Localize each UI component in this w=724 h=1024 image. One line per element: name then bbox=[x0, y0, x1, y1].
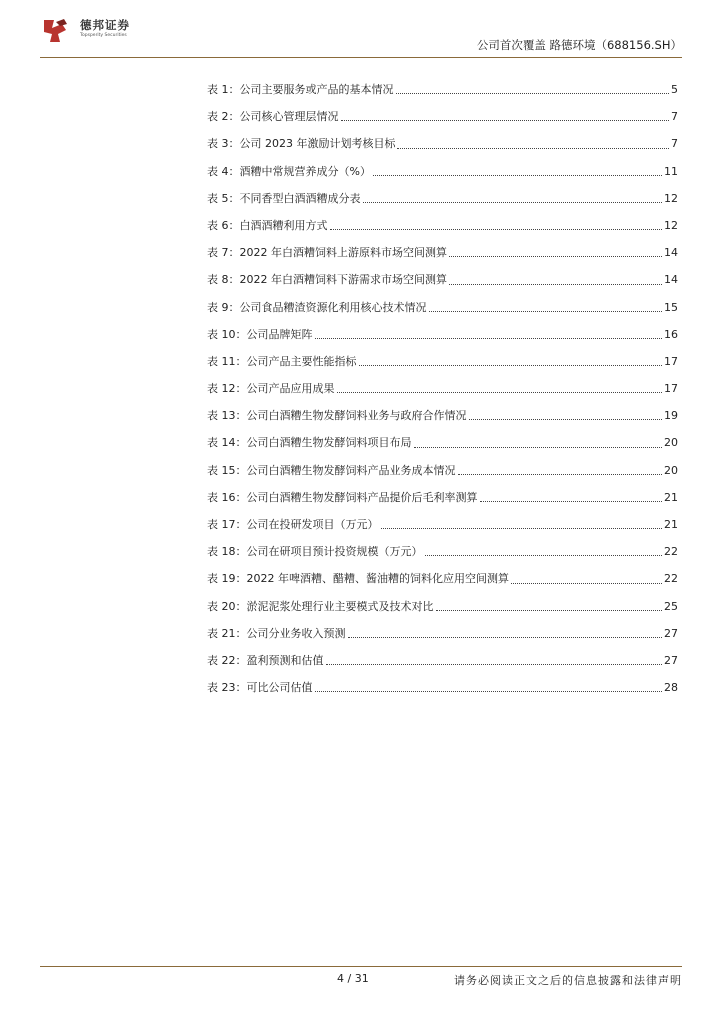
company-logo bbox=[40, 14, 150, 48]
toc-dot-leader bbox=[348, 636, 663, 638]
toc-entry-page: 28 bbox=[664, 681, 678, 695]
toc-entry-label: 表 2：公司核心管理层情况 bbox=[207, 110, 339, 124]
toc-entry-page: 19 bbox=[664, 409, 678, 423]
toc-entry-label: 表 7：2022 年白酒糟饲料上游原料市场空间测算 bbox=[207, 246, 447, 260]
toc-entry-page: 7 bbox=[671, 110, 678, 124]
toc-entry-page: 11 bbox=[664, 164, 678, 178]
toc-entry-label: 表 14：公司白酒糟生物发酵饲料项目布局 bbox=[207, 436, 412, 450]
page-number: 4 / 31 bbox=[337, 972, 369, 985]
toc-entry-label: 表 12：公司产品应用成果 bbox=[207, 382, 335, 396]
toc-dot-leader bbox=[511, 582, 662, 584]
toc-dot-leader bbox=[373, 174, 662, 176]
toc-entry[interactable] bbox=[207, 538, 678, 565]
toc-dot-leader bbox=[315, 690, 663, 692]
toc-entry-page: 21 bbox=[664, 490, 678, 504]
toc-entry-page: 14 bbox=[664, 273, 678, 287]
toc-entry-page: 12 bbox=[664, 191, 678, 205]
logo-text: 德邦证券 bbox=[80, 18, 130, 32]
toc-entry-label: 表 9：公司食品糟渣资源化利用核心技术情况 bbox=[207, 300, 427, 314]
toc-dot-leader bbox=[480, 500, 663, 502]
header-divider bbox=[40, 57, 682, 58]
toc-entry[interactable] bbox=[207, 185, 678, 212]
logo-subtitle: Topsperity Securities bbox=[80, 33, 127, 38]
toc-dot-leader bbox=[469, 418, 663, 420]
toc-entry-label: 表 18：公司在研项目预计投资规模（万元） bbox=[207, 545, 423, 559]
toc-entry-label: 表 11：公司产品主要性能指标 bbox=[207, 354, 357, 368]
toc-dot-leader bbox=[326, 663, 663, 665]
toc-entry[interactable] bbox=[207, 103, 678, 130]
toc-entry-label: 表 3：公司 2023 年激励计划考核目标 bbox=[207, 137, 396, 151]
toc-dot-leader bbox=[458, 473, 663, 475]
toc-dot-leader bbox=[414, 446, 663, 448]
toc-dot-leader bbox=[429, 310, 663, 312]
toc-entry-page: 22 bbox=[664, 572, 678, 586]
toc-entry[interactable] bbox=[207, 647, 678, 674]
toc-entry-label: 表 4：酒糟中常规营养成分（%） bbox=[207, 164, 371, 178]
toc-entry-page: 14 bbox=[664, 246, 678, 260]
toc-entry-label: 表 17：公司在投研发项目（万元） bbox=[207, 518, 379, 531]
toc-dot-leader bbox=[341, 119, 670, 121]
toc-entry-page: 17 bbox=[664, 382, 678, 396]
toc-dot-leader bbox=[337, 391, 663, 393]
toc-entry[interactable] bbox=[207, 130, 678, 157]
toc-entry-label: 表 5：不同香型白酒酒糟成分表 bbox=[207, 191, 361, 205]
toc-dot-leader bbox=[397, 147, 669, 149]
toc-entry-page: 12 bbox=[664, 218, 678, 232]
toc-entry-label: 表 21：公司分业务收入预测 bbox=[207, 626, 346, 640]
page-header bbox=[0, 0, 724, 60]
logo-mark-icon bbox=[40, 14, 72, 46]
toc-entry-page: 27 bbox=[664, 626, 678, 640]
toc-entry[interactable] bbox=[207, 457, 678, 484]
toc-entry[interactable] bbox=[207, 484, 678, 511]
toc-entry[interactable] bbox=[207, 294, 678, 321]
toc-entry-label: 表 6：白酒酒糟利用方式 bbox=[207, 218, 328, 232]
toc-entry[interactable] bbox=[207, 674, 678, 701]
toc-dot-leader bbox=[425, 554, 663, 556]
toc-entry[interactable] bbox=[207, 158, 678, 185]
toc-entry[interactable] bbox=[207, 375, 678, 402]
toc-entry-page: 7 bbox=[671, 137, 678, 151]
disclaimer-text: 请务必阅读正文之后的信息披露和法律声明 bbox=[454, 974, 682, 987]
toc-entry-page: 17 bbox=[664, 354, 678, 368]
toc-entry-page: 25 bbox=[664, 599, 678, 613]
toc-entry-label: 表 23：可比公司估值 bbox=[207, 681, 313, 695]
toc-dot-leader bbox=[449, 255, 662, 257]
toc-dot-leader bbox=[363, 201, 663, 203]
toc-entry-label: 表 16：公司白酒糟生物发酵饲料产品提价后毛利率测算 bbox=[207, 490, 478, 504]
toc-dot-leader bbox=[315, 337, 663, 339]
toc-entry-label: 表 15：公司白酒糟生物发酵饲料产品业务成本情况 bbox=[207, 463, 456, 477]
toc-entry-page: 15 bbox=[664, 300, 678, 314]
toc-dot-leader bbox=[449, 283, 662, 285]
toc-entry-label: 表 22：盈利预测和估值 bbox=[207, 653, 324, 667]
toc-dot-leader bbox=[396, 92, 670, 94]
toc-entry[interactable] bbox=[207, 429, 678, 456]
toc-entry[interactable] bbox=[207, 76, 678, 103]
toc-entry-label: 表 10：公司品牌矩阵 bbox=[207, 327, 313, 341]
toc-entry[interactable] bbox=[207, 212, 678, 239]
toc-entry-page: 22 bbox=[664, 545, 678, 559]
footer-divider bbox=[40, 966, 682, 967]
toc-entry-page: 20 bbox=[664, 436, 678, 450]
toc-entry[interactable] bbox=[207, 593, 678, 620]
toc-entry-label: 表 8：2022 年白酒糟饲料下游需求市场空间测算 bbox=[207, 273, 447, 287]
toc-entry-label: 表 13：公司白酒糟生物发酵饲料业务与政府合作情况 bbox=[207, 409, 467, 423]
toc-entry[interactable] bbox=[207, 402, 678, 429]
toc-entry[interactable] bbox=[207, 348, 678, 375]
table-of-tables bbox=[207, 76, 678, 701]
toc-dot-leader bbox=[359, 364, 663, 366]
toc-entry-label: 表 19：2022 年啤酒糟、醋糟、酱油糟的饲料化应用空间测算 bbox=[207, 572, 509, 586]
report-info: 公司首次覆盖 路德环境（688156.SH） bbox=[476, 38, 682, 52]
toc-entry-page: 27 bbox=[664, 653, 678, 667]
toc-entry-page: 20 bbox=[664, 463, 678, 477]
toc-entry[interactable] bbox=[207, 266, 678, 293]
toc-entry-label: 表 20：淤泥泥浆处理行业主要模式及技术对比 bbox=[207, 599, 434, 613]
toc-entry[interactable] bbox=[207, 620, 678, 647]
toc-entry-page: 5 bbox=[671, 83, 678, 96]
toc-dot-leader bbox=[330, 228, 663, 230]
toc-entry-page: 21 bbox=[664, 518, 678, 531]
toc-entry[interactable] bbox=[207, 511, 678, 538]
toc-dot-leader bbox=[381, 527, 663, 529]
toc-dot-leader bbox=[436, 609, 663, 611]
toc-entry-label: 表 1：公司主要服务或产品的基本情况 bbox=[207, 83, 394, 96]
toc-entry[interactable] bbox=[207, 565, 678, 592]
toc-entry[interactable] bbox=[207, 239, 678, 266]
toc-entry-page: 16 bbox=[664, 327, 678, 341]
toc-entry[interactable] bbox=[207, 321, 678, 348]
